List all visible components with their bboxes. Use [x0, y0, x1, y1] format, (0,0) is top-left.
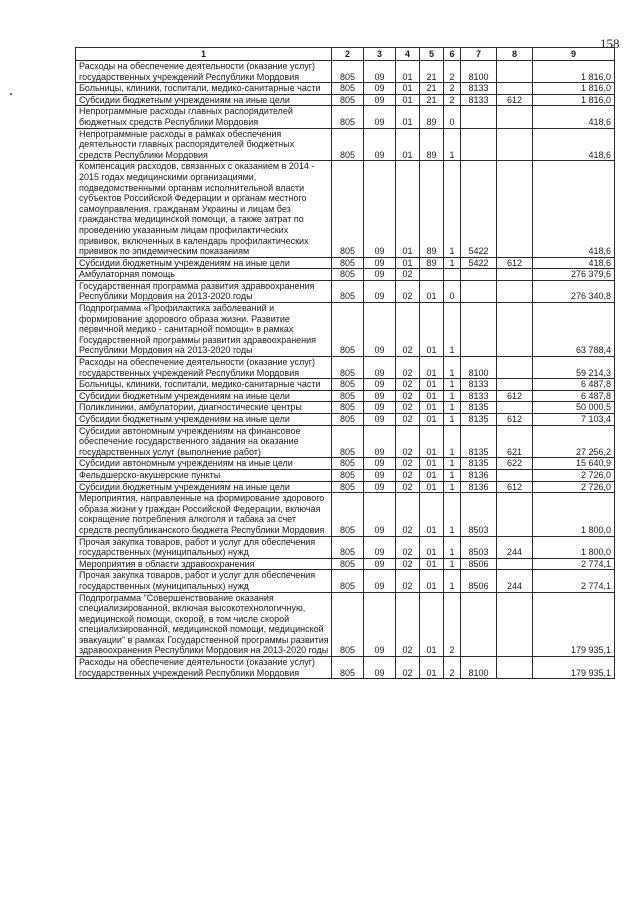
- subprogram-code-cell: 0: [444, 280, 461, 302]
- subsection-code-cell: 01: [396, 161, 420, 257]
- program-code-cell: 01: [420, 558, 444, 570]
- page-number: 158: [600, 36, 620, 51]
- subprogram-code-cell: 1: [444, 458, 461, 470]
- subprogram-code-cell: 1: [444, 128, 461, 161]
- amount-cell: 1 816,0: [533, 94, 615, 106]
- table-row: [76, 257, 615, 269]
- amount-cell: 418,6: [533, 128, 615, 161]
- direction-code-cell: 5422: [461, 161, 497, 257]
- expense-type-cell: [497, 657, 533, 679]
- section-code-cell: 09: [364, 106, 396, 128]
- section-code-cell: 09: [364, 414, 396, 426]
- expense-type-cell: 244: [497, 570, 533, 592]
- section-code-cell: 09: [364, 83, 396, 95]
- expense-type-cell: [497, 303, 533, 357]
- direction-code-cell: 8133: [461, 390, 497, 402]
- admin-code-cell: 805: [332, 83, 364, 95]
- expense-type-cell: [497, 379, 533, 391]
- program-code-cell: 01: [420, 414, 444, 426]
- program-code-cell: 01: [420, 493, 444, 536]
- item-name-cell: Фельдшерско-акушерские пункты: [76, 469, 332, 481]
- item-name-cell: Прочая закупка товаров, работ и услуг для обеспечения государственных (муниципальных) нужд: [76, 536, 332, 558]
- expense-type-cell: [497, 128, 533, 161]
- expense-type-cell: 612: [497, 257, 533, 269]
- item-name-cell: Мероприятия, направленные на формирование здорового образа жизни у граждан Российской Федерации, включая сокращение потребления алкоголя и табака за счет средств республиканского бюджета Республики Мордовия: [76, 493, 332, 536]
- section-code-cell: 09: [364, 303, 396, 357]
- expense-type-cell: [497, 357, 533, 379]
- direction-code-cell: 8506: [461, 570, 497, 592]
- subprogram-code-cell: 1: [444, 379, 461, 391]
- direction-code-cell: 8133: [461, 94, 497, 106]
- direction-code-cell: [461, 280, 497, 302]
- section-code-cell: 09: [364, 128, 396, 161]
- subprogram-code-cell: 1: [444, 390, 461, 402]
- subsection-code-cell: 02: [396, 269, 420, 281]
- column-header: 1: [76, 48, 332, 61]
- section-code-cell: 09: [364, 469, 396, 481]
- item-name-cell: Расходы на обеспечение деятельности (оказание услуг) государственных учреждений Республики Мордовия: [76, 357, 332, 379]
- amount-cell: 15 640,9: [533, 458, 615, 470]
- subprogram-code-cell: 1: [444, 493, 461, 536]
- admin-code-cell: 805: [332, 257, 364, 269]
- section-code-cell: 09: [364, 390, 396, 402]
- direction-code-cell: 8133: [461, 379, 497, 391]
- program-code-cell: 21: [420, 83, 444, 95]
- item-name-cell: Непрограммные расходы главных распорядителей бюджетных средств Республики Мордовия: [76, 106, 332, 128]
- column-header: 9: [533, 48, 615, 61]
- subprogram-code-cell: 1: [444, 402, 461, 414]
- admin-code-cell: 805: [332, 61, 364, 83]
- subprogram-code-cell: [444, 269, 461, 281]
- subsection-code-cell: 02: [396, 402, 420, 414]
- item-name-cell: Мероприятия в области здравоохранения: [76, 558, 332, 570]
- subsection-code-cell: 02: [396, 280, 420, 302]
- expense-type-cell: 622: [497, 458, 533, 470]
- table-row: [76, 83, 615, 95]
- column-header: 2: [332, 48, 364, 61]
- admin-code-cell: 805: [332, 357, 364, 379]
- item-name-cell: Государственная программа развития здравоохранения Республики Мордовия на 2013-2020 годы: [76, 280, 332, 302]
- amount-cell: 276 379,6: [533, 269, 615, 281]
- subprogram-code-cell: 1: [444, 469, 461, 481]
- subprogram-code-cell: 1: [444, 536, 461, 558]
- subprogram-code-cell: 1: [444, 414, 461, 426]
- direction-code-cell: 8133: [461, 83, 497, 95]
- column-header: 4: [396, 48, 420, 61]
- subsection-code-cell: 01: [396, 83, 420, 95]
- direction-code-cell: 8136: [461, 469, 497, 481]
- direction-code-cell: 8135: [461, 402, 497, 414]
- item-name-cell: Субсидии бюджетным учреждениям на иные цели: [76, 481, 332, 493]
- direction-code-cell: [461, 106, 497, 128]
- admin-code-cell: 805: [332, 592, 364, 657]
- amount-cell: 1 800,0: [533, 493, 615, 536]
- admin-code-cell: 805: [332, 269, 364, 281]
- program-code-cell: 89: [420, 257, 444, 269]
- subsection-code-cell: 01: [396, 61, 420, 83]
- item-name-cell: Больницы, клиники, госпитали, медико-санитарные части: [76, 83, 332, 95]
- table-row: [76, 280, 615, 302]
- table-row: [76, 469, 615, 481]
- subprogram-code-cell: 1: [444, 425, 461, 458]
- expense-type-cell: 244: [497, 536, 533, 558]
- section-code-cell: 09: [364, 161, 396, 257]
- section-code-cell: 09: [364, 536, 396, 558]
- table-row: [76, 94, 615, 106]
- section-code-cell: 09: [364, 558, 396, 570]
- subprogram-code-cell: 2: [444, 592, 461, 657]
- subprogram-code-cell: 1: [444, 357, 461, 379]
- admin-code-cell: 805: [332, 128, 364, 161]
- column-header: 5: [420, 48, 444, 61]
- section-code-cell: 09: [364, 402, 396, 414]
- subprogram-code-cell: 1: [444, 257, 461, 269]
- section-code-cell: 09: [364, 570, 396, 592]
- amount-cell: 6 487,8: [533, 379, 615, 391]
- column-header: 3: [364, 48, 396, 61]
- amount-cell: 1 816,0: [533, 61, 615, 83]
- subsection-code-cell: 02: [396, 425, 420, 458]
- item-name-cell: Субсидии бюджетным учреждениям на иные цели: [76, 414, 332, 426]
- subprogram-code-cell: 1: [444, 161, 461, 257]
- program-code-cell: 01: [420, 425, 444, 458]
- expense-type-cell: [497, 592, 533, 657]
- section-code-cell: 09: [364, 458, 396, 470]
- subprogram-code-cell: 0: [444, 106, 461, 128]
- section-code-cell: 09: [364, 592, 396, 657]
- item-name-cell: Расходы на обеспечение деятельности (оказание услуг) государственных учреждений Республики Мордовия: [76, 61, 332, 83]
- program-code-cell: 01: [420, 481, 444, 493]
- expense-type-cell: [497, 280, 533, 302]
- amount-cell: 418,6: [533, 257, 615, 269]
- table-row: [76, 390, 615, 402]
- subprogram-code-cell: 1: [444, 570, 461, 592]
- subprogram-code-cell: 1: [444, 558, 461, 570]
- program-code-cell: 01: [420, 536, 444, 558]
- subprogram-code-cell: 1: [444, 303, 461, 357]
- admin-code-cell: 805: [332, 94, 364, 106]
- admin-code-cell: 805: [332, 493, 364, 536]
- section-code-cell: 09: [364, 61, 396, 83]
- column-header: 6: [444, 48, 461, 61]
- table-row: [76, 458, 615, 470]
- program-code-cell: 01: [420, 402, 444, 414]
- admin-code-cell: 805: [332, 425, 364, 458]
- table-row: [76, 106, 615, 128]
- admin-code-cell: 805: [332, 402, 364, 414]
- column-header: 7: [461, 48, 497, 61]
- program-code-cell: 89: [420, 128, 444, 161]
- section-code-cell: 09: [364, 425, 396, 458]
- program-code-cell: 01: [420, 657, 444, 679]
- amount-cell: 63 788,4: [533, 303, 615, 357]
- expense-type-cell: [497, 402, 533, 414]
- subprogram-code-cell: 1: [444, 481, 461, 493]
- table-row: [76, 379, 615, 391]
- subprogram-code-cell: 2: [444, 61, 461, 83]
- amount-cell: 7 103,4: [533, 414, 615, 426]
- admin-code-cell: 805: [332, 570, 364, 592]
- item-name-cell: Субсидии бюджетным учреждениям на иные цели: [76, 390, 332, 402]
- amount-cell: 2 774,1: [533, 558, 615, 570]
- section-code-cell: 09: [364, 379, 396, 391]
- amount-cell: 1 800,0: [533, 536, 615, 558]
- admin-code-cell: 805: [332, 536, 364, 558]
- amount-cell: 2 726,0: [533, 469, 615, 481]
- subsection-code-cell: 02: [396, 390, 420, 402]
- subsection-code-cell: 02: [396, 458, 420, 470]
- table-row: [76, 161, 615, 257]
- admin-code-cell: 805: [332, 379, 364, 391]
- item-name-cell: Больницы, клиники, госпитали, медико-санитарные части: [76, 379, 332, 391]
- admin-code-cell: 805: [332, 481, 364, 493]
- expense-type-cell: [497, 558, 533, 570]
- admin-code-cell: 805: [332, 280, 364, 302]
- item-name-cell: Поликлиники, амбулатории, диагностические центры: [76, 402, 332, 414]
- section-code-cell: 09: [364, 280, 396, 302]
- amount-cell: 418,6: [533, 161, 615, 257]
- subsection-code-cell: 02: [396, 570, 420, 592]
- table-header-row: [76, 48, 615, 61]
- item-name-cell: Компенсация расходов, связанных с оказанием в 2014 - 2015 годах медицинскими организациями, подведомственными органам исполнительной власти субъектов Российской Федерации и органам местного самоуправления, гражданам Украины и лицам без гражданства медицинской помощи, а также затрат по проведению указанным лицам профилактических прививок, включенных в календарь профилактических прививок по эпидемическим показаниям: [76, 161, 332, 257]
- subsection-code-cell: 02: [396, 357, 420, 379]
- admin-code-cell: 805: [332, 458, 364, 470]
- direction-code-cell: 8136: [461, 481, 497, 493]
- column-header: 8: [497, 48, 533, 61]
- program-code-cell: 01: [420, 357, 444, 379]
- amount-cell: 50 000,5: [533, 402, 615, 414]
- table-row: [76, 536, 615, 558]
- direction-code-cell: [461, 128, 497, 161]
- table-row: [76, 414, 615, 426]
- amount-cell: 276 340,8: [533, 280, 615, 302]
- table-row: [76, 61, 615, 83]
- subsection-code-cell: 02: [396, 592, 420, 657]
- table-row: [76, 402, 615, 414]
- subsection-code-cell: 02: [396, 558, 420, 570]
- item-name-cell: Амбулаторная помощь: [76, 269, 332, 281]
- admin-code-cell: 805: [332, 657, 364, 679]
- subsection-code-cell: 01: [396, 128, 420, 161]
- budget-table: [75, 47, 615, 679]
- admin-code-cell: 805: [332, 106, 364, 128]
- amount-cell: 179 935,1: [533, 657, 615, 679]
- expense-type-cell: 621: [497, 425, 533, 458]
- direction-code-cell: 8100: [461, 61, 497, 83]
- direction-code-cell: [461, 303, 497, 357]
- amount-cell: 27 256,2: [533, 425, 615, 458]
- subsection-code-cell: 02: [396, 469, 420, 481]
- admin-code-cell: 805: [332, 161, 364, 257]
- table-row: [76, 357, 615, 379]
- expense-type-cell: [497, 61, 533, 83]
- expense-type-cell: [497, 493, 533, 536]
- table-row: [76, 657, 615, 679]
- amount-cell: 59 214,3: [533, 357, 615, 379]
- direction-code-cell: [461, 269, 497, 281]
- expense-type-cell: [497, 83, 533, 95]
- program-code-cell: 01: [420, 379, 444, 391]
- program-code-cell: 01: [420, 469, 444, 481]
- table-row: [76, 128, 615, 161]
- subsection-code-cell: 02: [396, 481, 420, 493]
- item-name-cell: Прочая закупка товаров, работ и услуг для обеспечения государственных (муниципальных) нужд: [76, 570, 332, 592]
- table-row: [76, 592, 615, 657]
- item-name-cell: Подпрограмма "Совершенствование оказания специализированной, включая высокотехнологичную, медицинской помощи, скорой, в том числе скорой специализированной, медицинской помощи, медицинской эвакуации" в рамках Государственной программы развития здравоохранения Республики Мордовия на 2013-2020 годы: [76, 592, 332, 657]
- direction-code-cell: 8135: [461, 458, 497, 470]
- direction-code-cell: 8135: [461, 414, 497, 426]
- item-name-cell: Субсидии бюджетным учреждениям на иные цели: [76, 94, 332, 106]
- item-name-cell: Расходы на обеспечение деятельности (оказание услуг) государственных учреждений Республики Мордовия: [76, 657, 332, 679]
- table-row: [76, 493, 615, 536]
- section-code-cell: 09: [364, 657, 396, 679]
- direction-code-cell: 5422: [461, 257, 497, 269]
- subsection-code-cell: 01: [396, 94, 420, 106]
- expense-type-cell: [497, 469, 533, 481]
- direction-code-cell: 8100: [461, 357, 497, 379]
- subprogram-code-cell: 2: [444, 657, 461, 679]
- margin-mark: [10, 93, 12, 95]
- program-code-cell: 89: [420, 161, 444, 257]
- direction-code-cell: 8135: [461, 425, 497, 458]
- admin-code-cell: 805: [332, 469, 364, 481]
- item-name-cell: Субсидии автономным учреждениям на финансовое обеспечение государственного задания на оказание государственных услуг (выполнение работ): [76, 425, 332, 458]
- subsection-code-cell: 01: [396, 257, 420, 269]
- subsection-code-cell: 02: [396, 493, 420, 536]
- direction-code-cell: 8100: [461, 657, 497, 679]
- subsection-code-cell: 02: [396, 536, 420, 558]
- amount-cell: 6 487,8: [533, 390, 615, 402]
- amount-cell: 179 935,1: [533, 592, 615, 657]
- expense-type-cell: 612: [497, 414, 533, 426]
- amount-cell: 418,6: [533, 106, 615, 128]
- amount-cell: 2 726,0: [533, 481, 615, 493]
- subsection-code-cell: 02: [396, 657, 420, 679]
- table-row: [76, 558, 615, 570]
- subprogram-code-cell: 2: [444, 94, 461, 106]
- table-row: [76, 425, 615, 458]
- subsection-code-cell: 02: [396, 414, 420, 426]
- expense-type-cell: 612: [497, 390, 533, 402]
- section-code-cell: 09: [364, 357, 396, 379]
- direction-code-cell: 8503: [461, 493, 497, 536]
- item-name-cell: Подпрограмма «Профилактика заболеваний и формирование здорового образа жизни. Развитие первичной медико - санитарной помощи» в рамках Государственной программы развития здравоохранения Республики Мордовия на 2013-2020 годы: [76, 303, 332, 357]
- direction-code-cell: 8506: [461, 558, 497, 570]
- table-row: [76, 303, 615, 357]
- program-code-cell: 21: [420, 94, 444, 106]
- section-code-cell: 09: [364, 269, 396, 281]
- program-code-cell: 21: [420, 61, 444, 83]
- direction-code-cell: 8503: [461, 536, 497, 558]
- subprogram-code-cell: 2: [444, 83, 461, 95]
- section-code-cell: 09: [364, 481, 396, 493]
- admin-code-cell: 805: [332, 414, 364, 426]
- subsection-code-cell: 02: [396, 379, 420, 391]
- program-code-cell: 01: [420, 592, 444, 657]
- expense-type-cell: [497, 106, 533, 128]
- program-code-cell: 01: [420, 280, 444, 302]
- table-row: [76, 570, 615, 592]
- expense-type-cell: 612: [497, 481, 533, 493]
- program-code-cell: 01: [420, 458, 444, 470]
- direction-code-cell: [461, 592, 497, 657]
- program-code-cell: 01: [420, 570, 444, 592]
- item-name-cell: Непрограммные расходы в рамках обеспечения деятельности главных распорядителей бюджетных средств Республики Мордовия: [76, 128, 332, 161]
- section-code-cell: 09: [364, 94, 396, 106]
- section-code-cell: 09: [364, 257, 396, 269]
- admin-code-cell: 805: [332, 303, 364, 357]
- admin-code-cell: 805: [332, 390, 364, 402]
- subsection-code-cell: 01: [396, 106, 420, 128]
- program-code-cell: 01: [420, 303, 444, 357]
- item-name-cell: Субсидии бюджетным учреждениям на иные цели: [76, 257, 332, 269]
- subsection-code-cell: 02: [396, 303, 420, 357]
- table-row: [76, 269, 615, 281]
- amount-cell: 1 816,0: [533, 83, 615, 95]
- admin-code-cell: 805: [332, 558, 364, 570]
- program-code-cell: 89: [420, 106, 444, 128]
- amount-cell: 2 774,1: [533, 570, 615, 592]
- expense-type-cell: 612: [497, 94, 533, 106]
- item-name-cell: Субсидии автономным учреждениям на иные цели: [76, 458, 332, 470]
- section-code-cell: 09: [364, 493, 396, 536]
- program-code-cell: 01: [420, 390, 444, 402]
- table-row: [76, 481, 615, 493]
- expense-type-cell: [497, 269, 533, 281]
- expense-type-cell: [497, 161, 533, 257]
- program-code-cell: [420, 269, 444, 281]
